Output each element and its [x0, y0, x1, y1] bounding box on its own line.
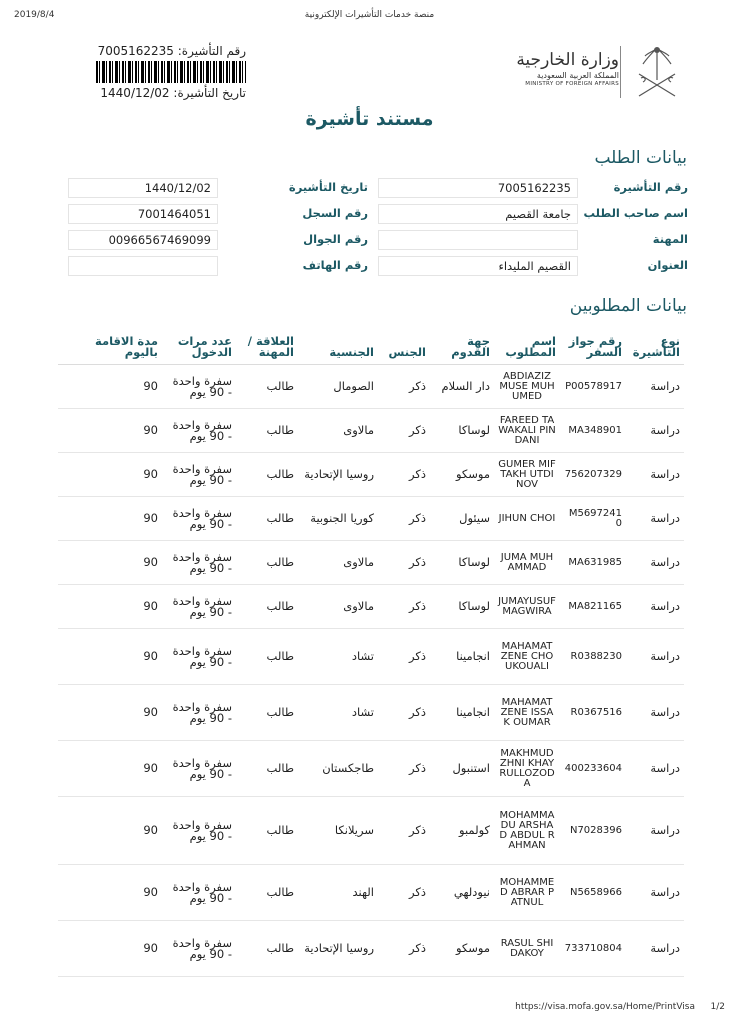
table-row [58, 865, 684, 921]
field-visa-date-value: 1440/12/02 [68, 178, 218, 198]
cell-entries: سفرة واحدة - 90 يوم [162, 453, 236, 497]
field-applicant-name [378, 204, 688, 224]
cell-visa-type: دراسة [626, 585, 684, 629]
cell-stay: 90 [58, 409, 162, 453]
cell-stay: 90 [58, 629, 162, 685]
cell-name: ABDIAZIZ MUSE MUHUMED [494, 365, 560, 409]
barcode-visa-number-label: رقم التأشيرة: [177, 44, 246, 58]
cell-stay: 90 [58, 741, 162, 797]
cell-origin: سيئول [430, 497, 494, 541]
field-phone [68, 256, 368, 276]
cell-entries: سفرة واحدة - 90 يوم [162, 921, 236, 977]
field-profession-value [378, 230, 578, 250]
cell-gender: ذكر [378, 865, 430, 921]
cell-name: MOHAMMADU ARSHAD ABDUL RAHMAN [494, 797, 560, 865]
field-mobile-value: 00966567469099 [68, 230, 218, 250]
table-row [58, 629, 684, 685]
cell-gender: ذكر [378, 497, 430, 541]
field-phone-value [68, 256, 218, 276]
cell-stay: 90 [58, 541, 162, 585]
field-profession [378, 230, 688, 250]
cell-gender: ذكر [378, 741, 430, 797]
cell-visa-type: دراسة [626, 685, 684, 741]
cell-visa-type: دراسة [626, 409, 684, 453]
cell-nationality: طاجكستان [298, 741, 378, 797]
barcode-visa-date-label: تاريخ التأشيرة: [173, 86, 246, 100]
cell-stay: 90 [58, 497, 162, 541]
cell-passport: 756207329 [560, 453, 626, 497]
cell-relation: طالب [236, 409, 298, 453]
required-persons-table [58, 332, 684, 977]
cell-name: JUMA MUHAMMAD [494, 541, 560, 585]
cell-gender: ذكر [378, 365, 430, 409]
cell-gender: ذكر [378, 585, 430, 629]
saudi-emblem-icon [629, 44, 685, 104]
cell-relation: طالب [236, 921, 298, 977]
cell-nationality: تشاد [298, 629, 378, 685]
field-registry-number-value: 7001464051 [68, 204, 218, 224]
cell-stay: 90 [58, 921, 162, 977]
cell-entries: سفرة واحدة - 90 يوم [162, 797, 236, 865]
cell-stay: 90 [58, 585, 162, 629]
col-name: اسم المطلوب [494, 332, 560, 365]
cell-stay: 90 [58, 453, 162, 497]
barcode-visa-date-value: 1440/12/02 [100, 86, 170, 100]
table-row [58, 797, 684, 865]
cell-entries: سفرة واحدة - 90 يوم [162, 409, 236, 453]
kingdom-name-ar: المملكة العربية السعودية [536, 71, 619, 80]
cell-nationality: الهند [298, 865, 378, 921]
ministry-name-en: MINISTRY OF FOREIGN AFFAIRS [525, 81, 619, 87]
cell-gender: ذكر [378, 685, 430, 741]
cell-nationality: مالاوى [298, 409, 378, 453]
cell-visa-type: دراسة [626, 365, 684, 409]
barcode-block [86, 44, 246, 100]
cell-origin: لوساكا [430, 409, 494, 453]
cell-gender: ذكر [378, 409, 430, 453]
cell-entries: سفرة واحدة - 90 يوم [162, 741, 236, 797]
table-row [58, 365, 684, 409]
cell-nationality: روسيا الإتحادية [298, 453, 378, 497]
col-origin: جهة القدوم [430, 332, 494, 365]
barcode-visa-date [86, 86, 246, 100]
cell-name: JUMAYUSUF MAGWIRA [494, 585, 560, 629]
print-header [14, 10, 725, 24]
cell-relation: طالب [236, 797, 298, 865]
cell-gender: ذكر [378, 921, 430, 977]
table-row [58, 585, 684, 629]
field-visa-date-label: تاريخ التأشيرة [288, 180, 368, 194]
field-visa-number-label: رقم التأشيرة [613, 180, 688, 194]
cell-passport: R0388230 [560, 629, 626, 685]
cell-name: JIHUN CHOI [494, 497, 560, 541]
cell-stay: 90 [58, 685, 162, 741]
cell-visa-type: دراسة [626, 865, 684, 921]
cell-visa-type: دراسة [626, 741, 684, 797]
cell-relation: طالب [236, 741, 298, 797]
field-registry-number [68, 204, 368, 224]
cell-entries: سفرة واحدة - 90 يوم [162, 865, 236, 921]
cell-name: MAKHMUDZHNI KHAYRULLOZODA [494, 741, 560, 797]
cell-stay: 90 [58, 797, 162, 865]
ministry-logo [500, 44, 685, 104]
barcode-visa-number [86, 44, 246, 58]
cell-relation: طالب [236, 497, 298, 541]
print-page-title: منصة خدمات التأشيرات الإلكترونية [304, 10, 435, 20]
col-nationality: الجنسية [298, 332, 378, 365]
cell-visa-type: دراسة [626, 797, 684, 865]
cell-relation: طالب [236, 453, 298, 497]
barcode-icon [96, 61, 246, 83]
field-visa-number [378, 178, 688, 198]
cell-gender: ذكر [378, 797, 430, 865]
cell-origin: استنبول [430, 741, 494, 797]
field-phone-label: رقم الهاتف [302, 258, 368, 272]
table-row [58, 685, 684, 741]
cell-passport: N5658966 [560, 865, 626, 921]
table-row [58, 741, 684, 797]
cell-entries: سفرة واحدة - 90 يوم [162, 629, 236, 685]
cell-origin: لوساكا [430, 541, 494, 585]
cell-entries: سفرة واحدة - 90 يوم [162, 365, 236, 409]
cell-origin: انجامينا [430, 685, 494, 741]
cell-entries: سفرة واحدة - 90 يوم [162, 541, 236, 585]
cell-name: GUMER MIFTAKH UTDINOV [494, 453, 560, 497]
table-row [58, 921, 684, 977]
field-applicant-name-value: جامعة القصيم [378, 204, 578, 224]
required-section-title: بيانات المطلوبين [569, 296, 687, 316]
cell-nationality: كوريا الجنوبية [298, 497, 378, 541]
col-passport: رقم جواز السفر [560, 332, 626, 365]
table-row [58, 497, 684, 541]
cell-relation: طالب [236, 629, 298, 685]
field-mobile [68, 230, 368, 250]
cell-gender: ذكر [378, 629, 430, 685]
cell-gender: ذكر [378, 453, 430, 497]
cell-nationality: روسيا الإتحادية [298, 921, 378, 977]
col-relation: العلاقة / المهنة [236, 332, 298, 365]
cell-name: MAHAMAT ZENE ISSAK OUMAR [494, 685, 560, 741]
cell-nationality: سريلانكا [298, 797, 378, 865]
cell-relation: طالب [236, 685, 298, 741]
cell-origin: موسكو [430, 453, 494, 497]
cell-name: MOHAMMED ABRAR PATNUL [494, 865, 560, 921]
cell-passport: N7028396 [560, 797, 626, 865]
cell-name: RASUL SHIDAKOY [494, 921, 560, 977]
table-row [58, 409, 684, 453]
table-row [58, 453, 684, 497]
field-applicant-name-label: اسم صاحب الطلب [583, 206, 688, 220]
cell-relation: طالب [236, 541, 298, 585]
cell-passport: P00578917 [560, 365, 626, 409]
field-address [378, 256, 688, 276]
cell-nationality: مالاوى [298, 585, 378, 629]
field-profession-label: المهنة [652, 232, 688, 246]
field-registry-number-label: رقم السجل [302, 206, 368, 220]
col-visa-type: نوع التأشيرة [626, 332, 684, 365]
cell-visa-type: دراسة [626, 453, 684, 497]
request-section-title: بيانات الطلب [594, 148, 687, 168]
cell-name: FAREED TAWAKALI PINDANI [494, 409, 560, 453]
cell-origin: لوساكا [430, 585, 494, 629]
field-visa-number-value: 7005162235 [378, 178, 578, 198]
cell-origin: كولمبو [430, 797, 494, 865]
cell-visa-type: دراسة [626, 541, 684, 585]
logo-separator [620, 46, 621, 98]
document-title: مستند تأشيرة [305, 108, 434, 130]
print-page-number: 1/2 [710, 1002, 725, 1012]
cell-origin: موسكو [430, 921, 494, 977]
cell-nationality: مالاوى [298, 541, 378, 585]
table-header-row [58, 332, 684, 365]
table-row [58, 541, 684, 585]
ministry-name [501, 50, 619, 87]
cell-relation: طالب [236, 585, 298, 629]
cell-gender: ذكر [378, 541, 430, 585]
cell-stay: 90 [58, 365, 162, 409]
cell-passport: M56972410 [560, 497, 626, 541]
cell-entries: سفرة واحدة - 90 يوم [162, 685, 236, 741]
print-url: https://visa.mofa.gov.sa/Home/PrintVisa [515, 1002, 695, 1012]
cell-visa-type: دراسة [626, 497, 684, 541]
cell-passport: 733710804 [560, 921, 626, 977]
cell-origin: نيودلهي [430, 865, 494, 921]
cell-name: MAHAMAT ZENE CHOUKOUALI [494, 629, 560, 685]
field-address-label: العنوان [647, 258, 688, 272]
cell-passport: MA821165 [560, 585, 626, 629]
col-stay: مدة الاقامة باليوم [58, 332, 162, 365]
col-entries: عدد مرات الدخول [162, 332, 236, 365]
cell-origin: انجامينا [430, 629, 494, 685]
cell-relation: طالب [236, 865, 298, 921]
cell-origin: دار السلام [430, 365, 494, 409]
cell-entries: سفرة واحدة - 90 يوم [162, 585, 236, 629]
cell-passport: MA348901 [560, 409, 626, 453]
col-gender: الجنس [378, 332, 430, 365]
cell-nationality: تشاد [298, 685, 378, 741]
cell-passport: R0367516 [560, 685, 626, 741]
table-body [58, 365, 684, 977]
ministry-name-ar: وزارة الخارجية [516, 50, 619, 70]
field-address-value: القصيم المليداء [378, 256, 578, 276]
print-footer [14, 1002, 725, 1016]
cell-visa-type: دراسة [626, 921, 684, 977]
cell-entries: سفرة واحدة - 90 يوم [162, 497, 236, 541]
barcode-visa-number-value: 7005162235 [97, 44, 174, 58]
field-visa-date [68, 178, 368, 198]
cell-nationality: الصومال [298, 365, 378, 409]
cell-visa-type: دراسة [626, 629, 684, 685]
field-mobile-label: رقم الجوال [303, 232, 368, 246]
cell-passport: 400233604 [560, 741, 626, 797]
print-date: 2019/8/4 [14, 10, 55, 20]
cell-relation: طالب [236, 365, 298, 409]
cell-passport: MA631985 [560, 541, 626, 585]
cell-stay: 90 [58, 865, 162, 921]
